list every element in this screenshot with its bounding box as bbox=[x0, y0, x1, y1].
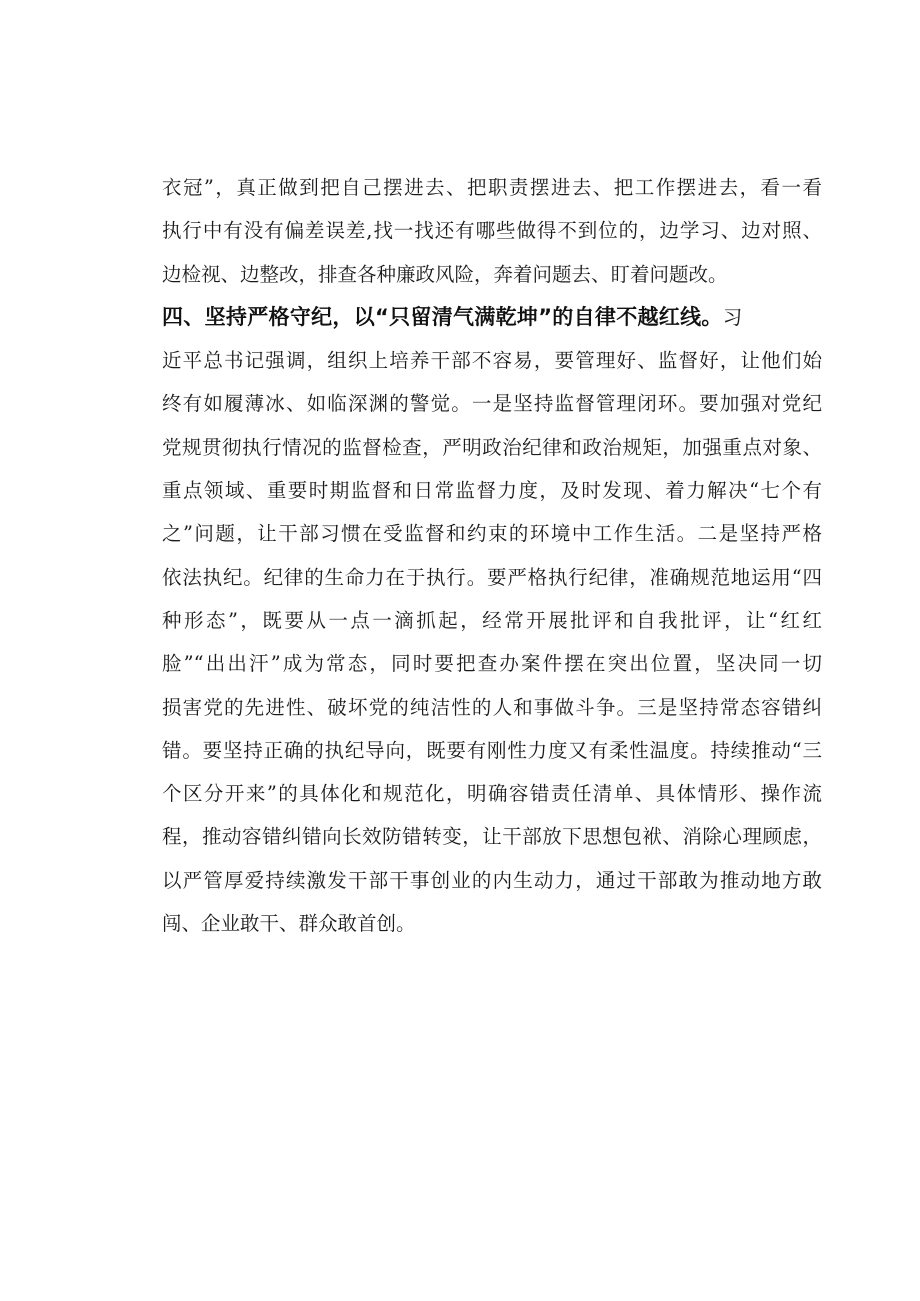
text-line: 终有如履薄冰、如临深渊的警觉。一是坚持监督管理闭环。要加强对党纪 bbox=[162, 392, 822, 416]
text-line: 以严管厚爱持续激发干部干事创业的内生动力，通过干部敢为推动地方敢 bbox=[162, 868, 822, 892]
text-line: 之”问题，让干部习惯在受监督和约束的环境中工作生活。二是坚持严格 bbox=[162, 522, 822, 546]
text-line: 重点领域、重要时期监督和日常监督力度，及时发现、着力解决“七个有 bbox=[162, 479, 822, 503]
section-heading-line bbox=[162, 296, 822, 339]
text-line: 种形态”，既要从一点一滴抓起，经常开展批评和自我批评，让“红红 bbox=[162, 608, 822, 632]
text-line: 程，推动容错纠错向长效防错转变，让干部放下思想包袱、消除心理顾虑， bbox=[162, 825, 822, 849]
text-line: 边检视、边整改，排查各种廉政风险，奔着问题去、盯着问题改。 bbox=[162, 262, 728, 286]
text-line: 执行中有没有偏差误差,找一找还有哪些做得不到位的，边学习、边对照、 bbox=[162, 219, 822, 243]
text-line: 个区分开来”的具体化和规范化，明确容错责任清单、具体情形、操作流 bbox=[162, 782, 822, 806]
paragraph-previous bbox=[162, 166, 822, 296]
text-line: 衣冠”，真正做到把自己摆进去、把职责摆进去、把工作摆进去，看一看 bbox=[162, 176, 822, 199]
document-body bbox=[162, 166, 822, 945]
section-heading: 四、坚持严格守纪，以“只留清气满乾坤”的自律不越红线。 bbox=[162, 304, 723, 329]
text-line: 损害党的先进性、破坏党的纯洁性的人和事做斗争。三是坚持常态容错纠 bbox=[162, 695, 822, 719]
text-line: 闯、企业敢干、群众敢首创。 bbox=[162, 912, 416, 936]
text-line: 近平总书记强调，组织上培养干部不容易，要管理好、监督好，让他们始 bbox=[162, 349, 822, 373]
paragraph-section-four bbox=[162, 296, 822, 945]
text-line: 错。要坚持正确的执纪导向，既要有刚性力度又有柔性温度。持续推动“三 bbox=[162, 738, 822, 762]
text-line: 党规贯彻执行情况的监督检查，严明政治纪律和政治规矩，加强重点对象、 bbox=[162, 435, 822, 459]
text-line: 依法执纪。纪律的生命力在于执行。要严格执行纪律，准确规范地运用“四 bbox=[162, 565, 822, 589]
text-line: 脸”“出出汗”成为常态，同时要把查办案件摆在突出位置，坚决同一切 bbox=[162, 652, 822, 676]
section-heading-tail: 习 bbox=[722, 305, 743, 329]
